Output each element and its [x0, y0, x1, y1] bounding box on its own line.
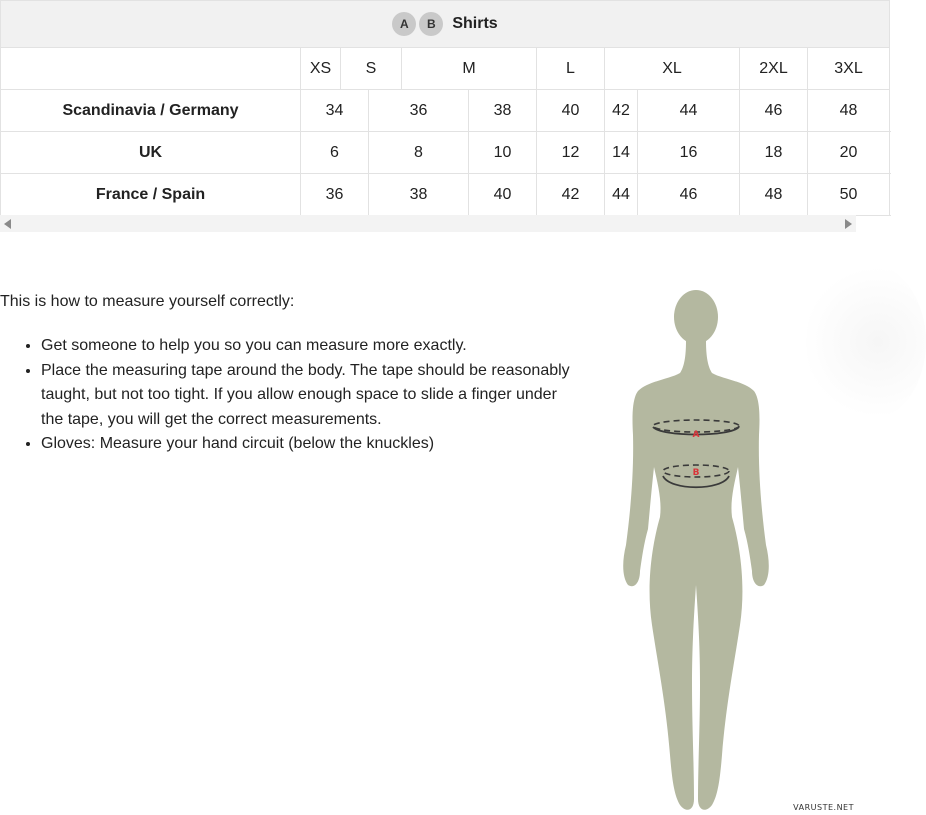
table-cell: 18 [740, 132, 808, 174]
measure-intro: This is how to measure yourself correctly: [0, 293, 295, 310]
table-row [1, 132, 890, 174]
size-header-m: M [402, 48, 537, 90]
table-cell: 42 [537, 174, 605, 216]
table-cell: 20 [808, 132, 890, 174]
row-label: Scandinavia / Germany [1, 90, 301, 132]
table-cell: 36 [301, 174, 369, 216]
marker-b-label: B [692, 468, 700, 478]
measure-tips-list [0, 334, 570, 457]
table-cell: 14 [605, 132, 638, 174]
marker-a-label: A [692, 430, 700, 440]
list-item: • Gloves: Measure your hand circuit (below the knuckles) [41, 432, 570, 457]
table-cell: 44 [638, 90, 740, 132]
size-header-2xl: 2XL [740, 48, 808, 90]
body-measurement-figure [610, 285, 790, 815]
scroll-left-arrow-icon[interactable] [4, 219, 11, 229]
table-cell: 38 [369, 174, 469, 216]
table-cell: 46 [638, 174, 740, 216]
table-cell: 44 [605, 174, 638, 216]
table-cell: 6 [301, 132, 369, 174]
size-header-3xl: 3XL [808, 48, 890, 90]
size-header-xl: XL [605, 48, 740, 90]
size-header-s: S [341, 48, 402, 90]
watermark: VARUSTE.NET [793, 803, 854, 812]
table-title-cell [1, 1, 890, 48]
decorative-circle [806, 262, 926, 422]
badge-a[interactable]: A [392, 12, 416, 36]
header-empty-cell [1, 48, 301, 90]
table-cell: 50 [808, 174, 890, 216]
table-cell: 34 [301, 90, 369, 132]
table-cell: 16 [638, 132, 740, 174]
horizontal-scrollbar[interactable] [0, 215, 856, 232]
badge-b[interactable]: B [419, 12, 443, 36]
table-cell: 38 [469, 90, 537, 132]
list-item: • Place the measuring tape around the body. The tape should be reasonably taught, but not too tight. If you allow enough space to slide a finger under the tape, you will get the correct measurements. [41, 359, 570, 433]
table-cell: 12 [537, 132, 605, 174]
table-cell: 36 [369, 90, 469, 132]
size-header-xs: XS [301, 48, 341, 90]
size-header-l: L [537, 48, 605, 90]
table-cell: 48 [808, 90, 890, 132]
row-label: UK [1, 132, 301, 174]
table-row [1, 90, 890, 132]
row-label: France / Spain [1, 174, 301, 216]
table-cell: 8 [369, 132, 469, 174]
table-cell: 10 [469, 132, 537, 174]
table-cell: 46 [740, 90, 808, 132]
table-cell: 40 [469, 174, 537, 216]
scroll-right-arrow-icon[interactable] [845, 219, 852, 229]
body-silhouette [623, 290, 769, 810]
table-title: Shirts [452, 15, 498, 32]
list-item: • Get someone to help you so you can measure more exactly. [41, 334, 570, 359]
table-cell: 40 [537, 90, 605, 132]
table-row [1, 174, 890, 216]
table-cell: 42 [605, 90, 638, 132]
size-table [0, 0, 890, 216]
table-cell: 48 [740, 174, 808, 216]
